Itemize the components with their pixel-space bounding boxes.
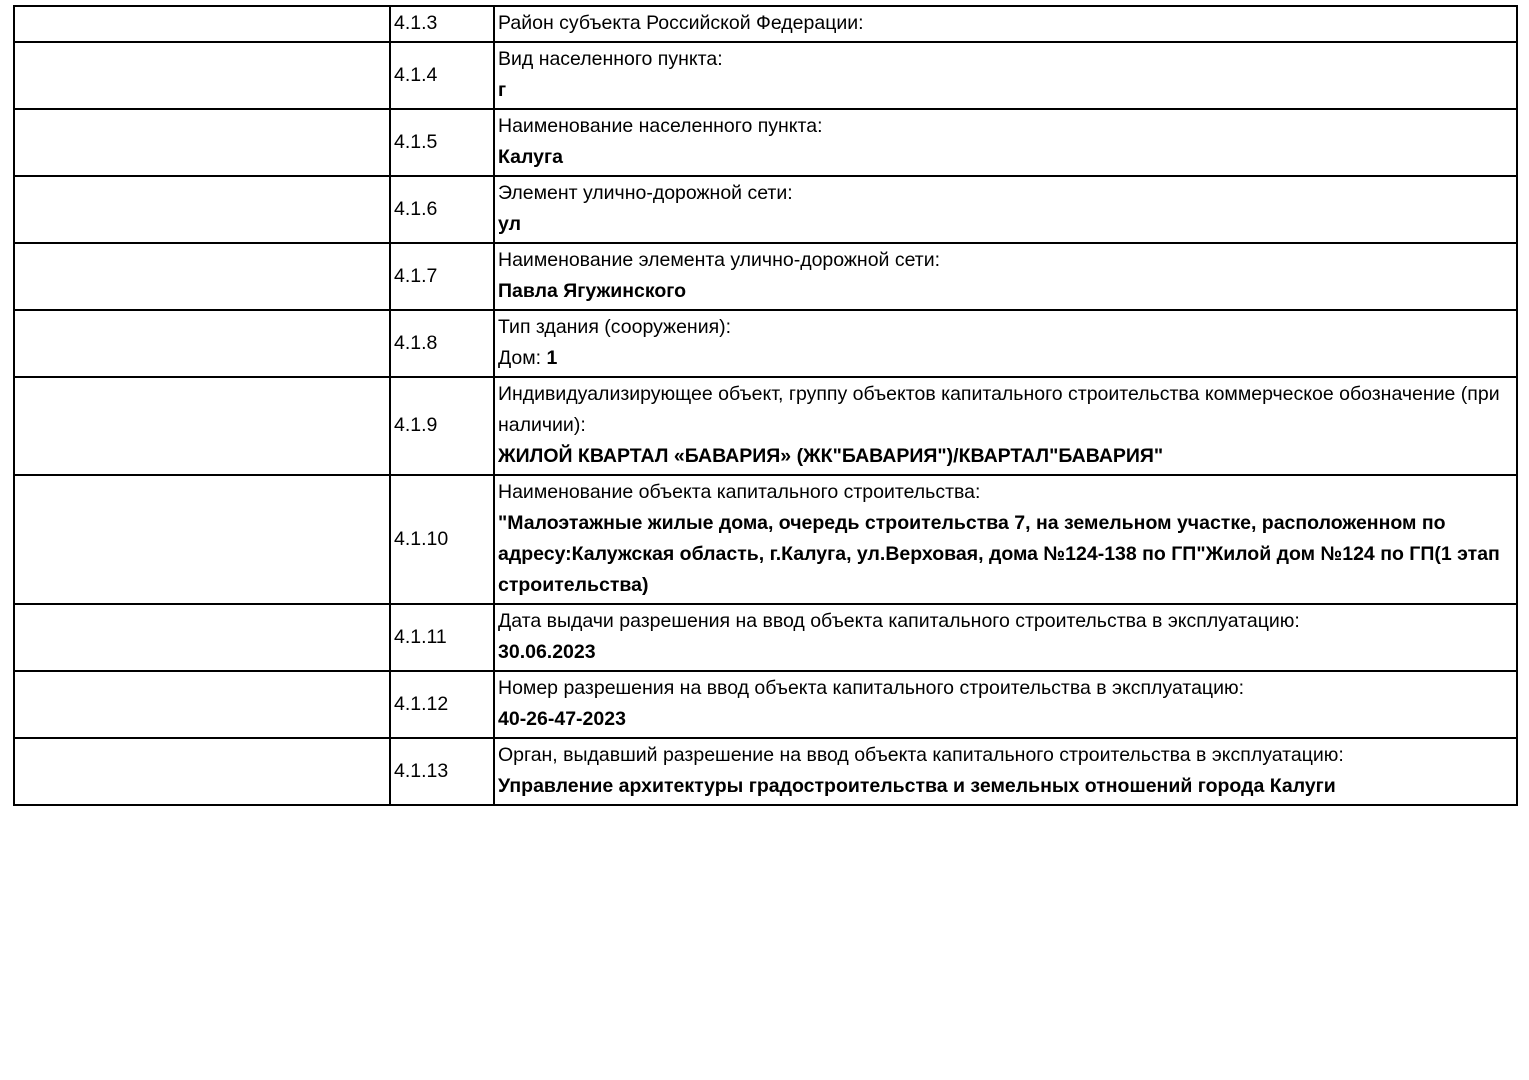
row-content (494, 671, 1517, 738)
empty-cell (14, 42, 390, 109)
table-row (14, 377, 1517, 475)
field-label: Номер разрешения на ввод объекта капитального строительства в эксплуатацию: (498, 677, 1245, 699)
row-content (494, 377, 1517, 475)
field-value-text: г (498, 79, 507, 101)
empty-cell (14, 738, 390, 805)
field-value (498, 441, 1511, 472)
row-number: 4.1.9 (390, 377, 494, 475)
row-content (494, 604, 1517, 671)
row-content (494, 109, 1517, 176)
table-row (14, 475, 1517, 604)
empty-cell (14, 109, 390, 176)
field-label: Дата выдачи разрешения на ввод объекта капитального строительства в эксплуатацию: (498, 610, 1300, 632)
field-label: Наименование элемента улично-дорожной сети: (498, 249, 941, 271)
row-content (494, 176, 1517, 243)
row-number: 4.1.10 (390, 475, 494, 604)
row-number: 4.1.4 (390, 42, 494, 109)
row-number: 4.1.6 (390, 176, 494, 243)
field-value (498, 209, 1511, 240)
field-value (498, 637, 1511, 668)
field-value (498, 704, 1511, 735)
table-row (14, 671, 1517, 738)
empty-cell (14, 377, 390, 475)
table-row (14, 109, 1517, 176)
field-label: Тип здания (сооружения): (498, 316, 732, 338)
field-value-text: 40-26-47-2023 (498, 708, 626, 730)
table-row (14, 42, 1517, 109)
field-value-text: ЖИЛОЙ КВАРТАЛ «БАВАРИЯ» (ЖК"БАВАРИЯ")/КВАРТАЛ"БАВАРИЯ" (498, 445, 1164, 467)
field-value-text: "Малоэтажные жилые дома, очередь строительства 7, на земельном участке, расположенном по адресу:Калужская область, г.Калуга, ул.Верховая, дома №124-138 по ГП"Жилой дом №124 по ГП(1 этап строительства) (498, 512, 1500, 596)
field-value (498, 771, 1511, 802)
field-value (498, 276, 1511, 307)
row-content (494, 475, 1517, 604)
field-value-text: Управление архитектуры градостроительства и земельных отношений города Калуги (498, 775, 1336, 797)
row-content (494, 738, 1517, 805)
declaration-table (13, 5, 1518, 806)
row-number: 4.1.5 (390, 109, 494, 176)
field-label: Наименование населенного пункта: (498, 115, 823, 137)
field-value-prefix: Дом: (498, 347, 547, 369)
field-label: Район субъекта Российской Федерации: (498, 12, 864, 34)
row-content (494, 42, 1517, 109)
field-value-text: Павла Ягужинского (498, 280, 687, 302)
field-label: Наименование объекта капитального строительства: (498, 481, 981, 503)
row-content (494, 6, 1517, 42)
empty-cell (14, 310, 390, 377)
field-value-text: Калуга (498, 146, 563, 168)
row-number: 4.1.7 (390, 243, 494, 310)
field-value (498, 508, 1511, 601)
empty-cell (14, 176, 390, 243)
field-value-text: 30.06.2023 (498, 641, 596, 663)
field-value (498, 75, 1511, 106)
table-row (14, 243, 1517, 310)
row-number: 4.1.12 (390, 671, 494, 738)
table-row (14, 310, 1517, 377)
table-row (14, 6, 1517, 42)
row-number: 4.1.13 (390, 738, 494, 805)
empty-cell (14, 604, 390, 671)
field-value (498, 343, 1511, 374)
field-label: Орган, выдавший разрешение на ввод объекта капитального строительства в эксплуатацию: (498, 744, 1344, 766)
empty-cell (14, 6, 390, 42)
empty-cell (14, 475, 390, 604)
field-value-text: 1 (546, 347, 558, 369)
row-content (494, 243, 1517, 310)
field-value-text: ул (498, 213, 521, 235)
field-label: Индивидуализирующее объект, группу объектов капитального строительства коммерческое обозначение (при наличии): (498, 383, 1500, 436)
row-content (494, 310, 1517, 377)
row-number: 4.1.8 (390, 310, 494, 377)
table-row (14, 176, 1517, 243)
table-row (14, 604, 1517, 671)
empty-cell (14, 671, 390, 738)
row-number: 4.1.3 (390, 6, 494, 42)
table-body (14, 6, 1517, 805)
table-row (14, 738, 1517, 805)
empty-cell (14, 243, 390, 310)
field-label: Элемент улично-дорожной сети: (498, 182, 793, 204)
field-value (498, 142, 1511, 173)
field-label: Вид населенного пункта: (498, 48, 723, 70)
row-number: 4.1.11 (390, 604, 494, 671)
